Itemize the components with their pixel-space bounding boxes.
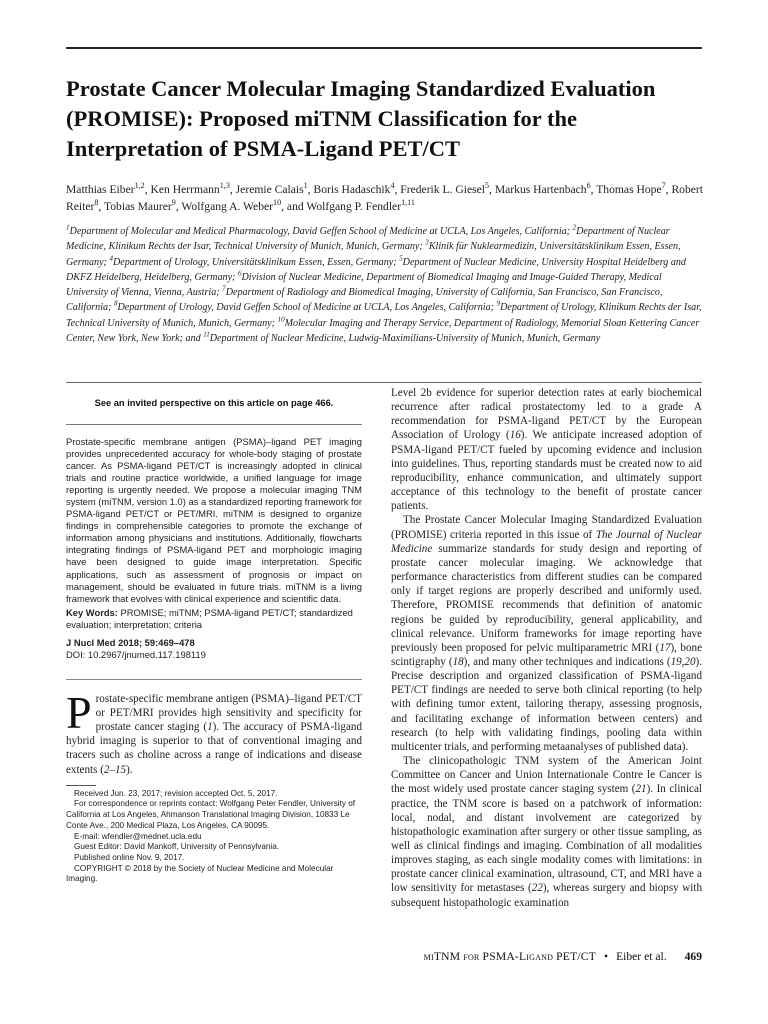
body-paragraph: The Prostate Cancer Molecular Imaging Standardized Evaluation (PROMISE) criteria reported in this issue of The Journal of Nuclear Medicine summarize standards for study design and reporting of prostate cancer molecular imaging. We acknowledge that performance characteristics from different studies can be compared only if target regions are properly described and uniformly used. Therefore, PROMISE recommends that definition of anatomic regions be guided by reproducibility, general applicability, and clinical relevance. Uniform frameworks for image reporting have previously been proposed for pelvic multiparametric MRI (17), bone scintigraphy (18), and many other techniques and indications (19,20). Precise description and organized classification of PSMA-ligand PET/CT findings are needed to serve both clinical reporting (to help with defining tumor extent, tailoring therapy, assessing prognosis, and facilitating exchange of information between centers) and research (to help with validating findings, pooling data within multicenter trials, and performing metaanalyses of published data). (391, 514, 703, 753)
citation (66, 637, 362, 661)
intro-paragraph (66, 686, 362, 777)
keywords-label: Key Words: (66, 606, 118, 618)
left-column (66, 390, 362, 885)
footnotes (66, 789, 362, 885)
page-footer (424, 950, 702, 963)
running-title: miTNM for PSMA-Ligand PET/CT (423, 950, 596, 963)
footnote-rule (66, 785, 96, 786)
author-list: Matthias Eiber$^{1,2}$, Ken Herrmann$^{1,3}$, Jeremie Calais$^1$, Boris Hadaschik$^4$, Frederik L. Giesel$^5$, Markus Hartenbach$^6$, Thomas Hope$^7$, Robert Reiter$^8$, Tobias Maurer$^9$, Wolfgang A. Weber$^{10}$, and Wolfgang P. Fendler$^{1,11}$ (66, 181, 704, 213)
right-column (391, 386, 702, 910)
footnote-published: Published online Nov. 9, 2017. (74, 853, 185, 862)
intro-text: rostate-specific membrane antigen (PSMA)–ligand PET/CT or PET/MRI provides high sensitivity and specificity for prostate cancer staging (1). The accuracy of PSMA-ligand hybrid imaging is superior to that of conventional imaging and tracers such as choline across a range of indications and disease extents (2–15). (66, 692, 362, 776)
citation-journal: J Nucl Med 2018; 59:469–478 (66, 636, 195, 648)
abstract-divider (66, 679, 362, 680)
footer-bullet: • (604, 950, 609, 963)
body-paragraph: Level 2b evidence for superior detection rates at early biochemical recurrence after radical prostatectomy led to a grade A recommendation for PSMA-ligand PET/CT by the European Association of Urology (16). We anticipate increased adoption of PSMA-ligand PET/CT fueled by upcoming evidence and inclusion into guidelines. Thus, reporting standards must be created now to aid reproducibility, enhance communication, and ultimately support acceptance of this technology to the benefit of prostate cancer patients. (391, 387, 702, 513)
article-title: Prostate Cancer Molecular Imaging Standardized Evaluation (PROMISE): Proposed miTNM Classification for the Interpretation of PSMA-Ligand PET/CT (66, 76, 656, 161)
footnote-received: Received Jun. 23, 2017; revision accepted Oct. 5, 2017. (74, 788, 278, 798)
footnote-email: E-mail: wfendler@mednet.ucla.edu (74, 831, 202, 841)
abstract: Prostate-specific membrane antigen (PSMA)–ligand PET imaging provides unprecedented accuracy for whole-body staging of prostate cancer. As PSMA-ligand PET/CT is increasingly adopted in clinical trials and routine practice worldwide, a unified language for image reporting is urgently needed. We propose a molecular imaging TNM system (miTNM, version 1.0) as a standardized reporting framework for PSMA-ligand PET/CT or PET/MRI. miTNM is designed to organize findings in comprehensible categories to promote the exchange of information among physicians and institutions. Additionally, flowcharts integrating findings of PSMA-ligand PET and morphologic imaging have been designed to guide image interpretation. Specific applications, such as assessment of prognosis or impact on management, should be evaluated in future trials. miTNM is a living framework that evolves with clinical experience and scientific data. (66, 436, 362, 604)
keywords (66, 607, 362, 631)
footer-authors: Eiber et al. (616, 950, 667, 963)
footnote-copyright: COPYRIGHT © 2018 by the Society of Nuclear Medicine and Molecular Imaging. (66, 863, 334, 884)
footnote-correspondence: For correspondence or reprints contact: Wolfgang Peter Fendler, University of California at Los Angeles, Ahmanson Translational Imaging Division, 10833 Le Conte Ave., 200 Medical Plaza, Los Angeles, CA 90095. (66, 799, 356, 830)
page-number: 469 (684, 950, 702, 963)
affiliations (66, 224, 706, 346)
drop-cap: P (66, 686, 92, 738)
invited-perspective-note: See an invited perspective on this article on page 466. (66, 390, 362, 425)
footnote-guest-editor: Guest Editor: David Mankoff, University of Pennsylvania. (74, 842, 280, 852)
citation-doi: DOI: 10.2967/jnumed.117.198119 (66, 648, 206, 660)
affiliations-text: $^1$Department of Molecular and Medical Pharmacology, David Geffen School of Medicine at UCLA, Los Angeles, California; $^2$Department of Nuclear Medicine, Klinikum Rechts der Isar, Technical University of Munich, Munich, Germany; $^3$Klinik für Nuklearmedizin, Universitätsklinikum Essen, Essen, Germany; $^4$Department of Urology, Universitätsklinikum Essen, Essen, Germany; $^5$Department of Nuclear Medicine, University Hospital Heidelberg and DKFZ Heidelberg, Heidelberg, Germany; $^6$Division of Nuclear Medicine, Department of Biomedical Imaging and Image-Guided Therapy, Medical University of Vienna, Vienna, Austria; $^7$Department of Radiology and Biomedical Imaging, University of California, San Francisco, San Francisco, California; $^8$Department of Urology, David Geffen School of Medicine at UCLA, Los Angeles, California; $^9$Department of Urology, Klinikum Rechts der Isar, Technical University of Munich, Munich, Germany; $^{10}$Molecular Imaging and Therapy Service, Department of Radiology, Memorial Sloan Kettering Cancer Center, New York, New York; and $^{11}$Department of Nuclear Medicine, Ludwig-Maximilians-University of Munich, Munich, Germany (66, 223, 702, 344)
top-rule (66, 47, 702, 49)
body-paragraph: The clinicopathologic TNM system of the American Joint Committee on Cancer and Union Internationale Contre le Cancer is the most widely used prostate cancer staging system (21). In clinical practice, the TNM score is based on a patchwork of information: local, nodal, and distant involvement are categorized by histopathologic examination after surgery or other tissue sampling, as well as clinical findings and imaging. Combination of all modalities improves staging, as each single modality comes with limitations: in prostate cancer clinical examination, ultrasound, CT, and MRI have a low sensitivity for metastases (22), whereas surgery and biopsy with subsequent histopathologic examination (391, 755, 703, 909)
section-divider (66, 382, 702, 383)
keywords-text: PROMISE; miTNM; PSMA-ligand PET/CT; standardized evaluation; interpretation; criteria (66, 606, 353, 630)
